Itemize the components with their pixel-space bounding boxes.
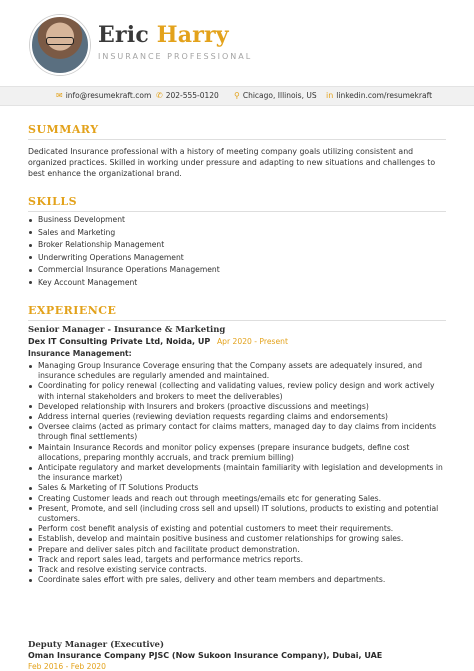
email-text: info@resumekraft.com [65, 91, 152, 100]
summary-heading: SUMMARY [28, 123, 99, 136]
job-bullet: Developed relationship with Insurers and brokers (proactive discussions and meetings) [28, 402, 446, 412]
job-subtitle: INSURANCE PROFESSIONAL [98, 52, 253, 61]
job-title: Senior Manager - Insurance & Marketing [28, 325, 226, 335]
job-bullet: Maintain Insurance Records and monitor policy expenses (prepare insurance budgets, define cost allocations, preparing monthly accruals, and track premium billing) [28, 443, 446, 463]
summary-divider [28, 139, 446, 140]
contact-bar [0, 86, 474, 106]
linkedin-icon: in [326, 91, 334, 100]
contact-linkedin[interactable] [326, 91, 432, 100]
envelope-icon: ✉ [56, 91, 63, 100]
skills-list [28, 214, 446, 290]
contact-phone[interactable] [156, 91, 219, 100]
job-bullet: Track and report sales lead, targets and performance metrics reports. [28, 555, 446, 565]
company-name: Oman Insurance Company PJSC (Now Sukoon Insurance Company), Dubai, UAE [28, 651, 383, 660]
job-bullets [28, 361, 446, 585]
skill-item: Underwriting Operations Management [28, 252, 446, 265]
last-name: Harry [156, 22, 229, 48]
experience-divider [28, 320, 446, 321]
phone-icon: ✆ [156, 91, 163, 100]
contact-email[interactable] [56, 91, 151, 100]
job-dates: Feb 2016 - Feb 2020 [28, 662, 106, 671]
job-bullet: Present, Promote, and sell (including cross sell and upsell) IT solutions, products to existing and potential customers. [28, 504, 446, 524]
location-text: Chicago, Illinois, US [242, 91, 317, 100]
skill-item: Business Development [28, 214, 446, 227]
job-bullet: Managing Group Insurance Coverage ensuring that the Company assets are adequately insured, and insurance schedules are regularly amended and maintained. [28, 361, 446, 381]
contact-location [234, 91, 317, 100]
skill-item: Sales and Marketing [28, 227, 446, 240]
skill-item: Key Account Management [28, 277, 446, 290]
job-subheading: Insurance Management: [28, 349, 132, 358]
summary-text: Dedicated Insurance professional with a history of meeting company goals utilizing consistent and organized practices. Skilled in working under pressure and adapting to new situations and challenges to best enhance the organizational brand. [28, 147, 436, 178]
job-bullet: Sales & Marketing of IT Solutions Products [28, 483, 446, 493]
job-bullet: Creating Customer leads and reach out through meetings/emails etc for generating Sales. [28, 494, 446, 504]
job-bullet: Track and resolve existing service contracts. [28, 565, 446, 575]
job-title: Deputy Manager (Executive) [28, 640, 164, 650]
first-name: Eric [98, 22, 149, 48]
experience-heading: EXPERIENCE [28, 304, 117, 317]
linkedin-text: linkedin.com/resumekraft [336, 91, 433, 100]
phone-text: 202-555-0120 [165, 91, 219, 100]
job-bullet: Perform cost benefit analysis of existing and potential customers to meet their requirements. [28, 524, 446, 534]
resume-header [0, 0, 474, 84]
job-bullet: Coordinate sales effort with pre sales, delivery and other team members and departments. [28, 575, 446, 585]
profile-photo [30, 15, 90, 75]
glasses-graphic [46, 37, 74, 45]
skills-heading: SKILLS [28, 195, 78, 208]
company-line [28, 337, 288, 346]
job-bullet: Establish, develop and maintain positive business and customer relationships for growing sales. [28, 534, 446, 544]
job-bullet: Oversee claims (acted as primary contact for claims matters, managed day to day claims from incidents through final settlements) [28, 422, 446, 442]
job-bullet: Coordinating for policy renewal (collecting and validating values, review policy design and work actively with internal stakeholders and brokers to meet the deliverables) [28, 381, 446, 401]
job-bullet: Anticipate regulatory and market developments (maintain familiarity with legislation and developments in the insurance market) [28, 463, 446, 483]
job-bullet: Prepare and deliver sales pitch and facilitate product demonstration. [28, 545, 446, 555]
skill-item: Commercial Insurance Operations Management [28, 264, 446, 277]
candidate-name [98, 22, 229, 48]
location-pin-icon: ⚲ [234, 91, 240, 100]
job-bullet: Address internal queries (reviewing deviation requests regarding claims and endorsements) [28, 412, 446, 422]
company-name: Dex IT Consulting Private Ltd, Noida, UP [28, 337, 211, 346]
job-dates: Apr 2020 - Present [216, 337, 288, 346]
skill-item: Broker Relationship Management [28, 239, 446, 252]
skills-divider [28, 211, 446, 212]
